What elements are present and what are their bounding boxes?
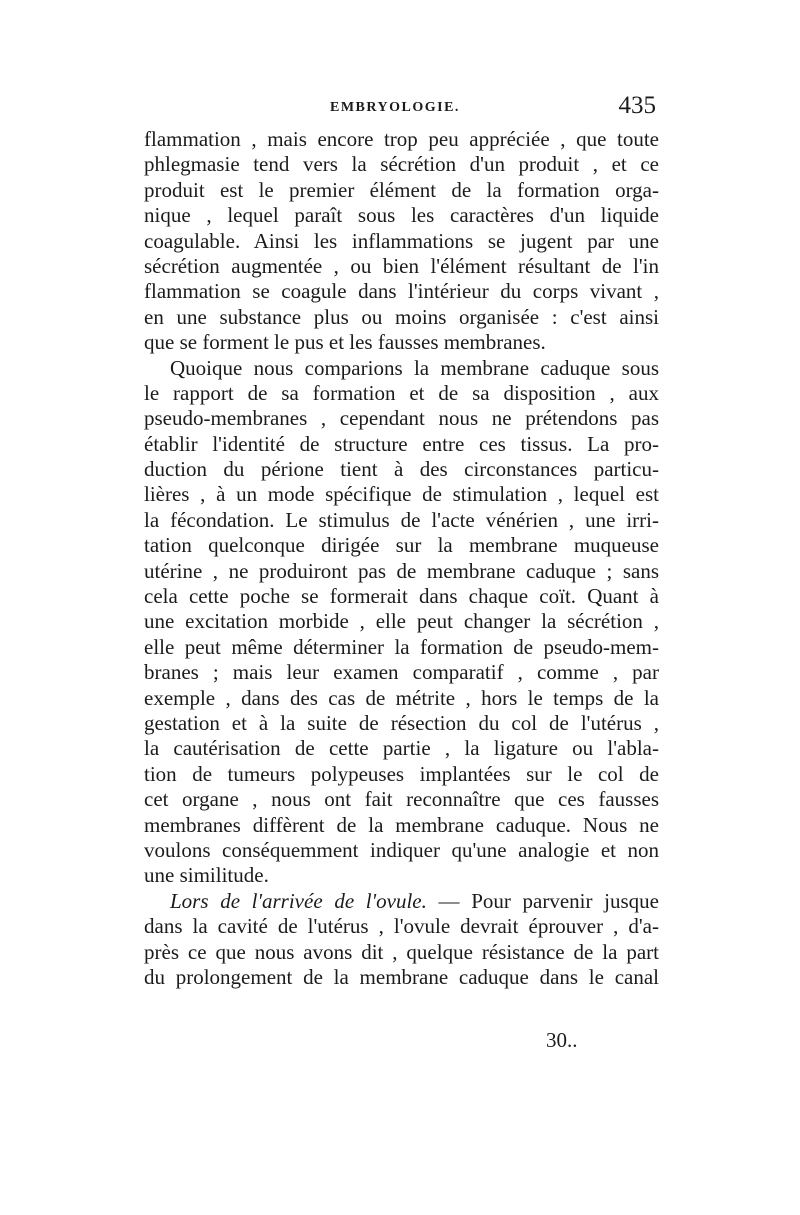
body-text (144, 127, 659, 990)
text-line: Quoique nous comparions la membrane caduque sous (170, 355, 659, 380)
text-line: duction du périone tient à des circonstances particu- (144, 457, 659, 482)
running-title: EMBRYOLOGIE. (330, 100, 460, 115)
text-line: gestation et à la suite de résection du col de l'utérus , (144, 710, 659, 735)
text-line: nique , lequel paraît sous les caractères d'un liquide (144, 203, 659, 228)
text-line: du prolongement de la membrane caduque dans le canal (144, 964, 659, 989)
text-line: pseudo-membranes , cependant nous ne prétendons pas (144, 406, 659, 431)
section-lead-line (144, 889, 659, 914)
text-line: branes ; mais leur examen comparatif , comme , par (144, 660, 659, 685)
text-line: une excitation morbide , elle peut changer la sécrétion , (144, 609, 659, 634)
section-lead-rest: — Pour parvenir jusque (438, 888, 659, 913)
text-line: la fécondation. Le stimulus de l'acte vénérien , une irri- (144, 507, 659, 532)
text-line: cet organe , nous ont fait reconnaître que ces fausses (144, 787, 659, 812)
text-line: que se forment le pus et les fausses membranes. (144, 330, 546, 355)
text-line: produit est le premier élément de la formation orga- (144, 177, 659, 202)
text-line: flammation , mais encore trop peu appréciée , que toute (144, 127, 659, 151)
text-line: coagulable. Ainsi les inflammations se jugent par une (144, 228, 659, 253)
section-lead-italic: Lors de l'arrivée de l'ovule. (170, 888, 427, 913)
text-line: flammation se coagule dans l'intérieur du corps vivant , (144, 279, 659, 304)
text-line: lières , à un mode spécifique de stimulation , lequel est (144, 482, 659, 507)
text-line: une similitude. (144, 863, 269, 888)
text-line: tation quelconque dirigée sur la membrane muqueuse (144, 533, 659, 558)
page-number: 435 (618, 92, 656, 119)
text-line: tion de tumeurs polypeuses implantées sur le col de (144, 761, 659, 786)
text-line: utérine , ne produiront pas de membrane caduque ; sans (144, 558, 659, 583)
text-line: phlegmasie tend vers la sécrétion d'un produit , et ce (144, 152, 659, 177)
text-line: cela cette poche se formerait dans chaque coït. Quant à (144, 584, 659, 609)
text-line: voulons conséquemment indiquer qu'une analogie et non (144, 837, 659, 862)
page-header (140, 92, 660, 128)
text-line: établir l'identité de structure entre ces tissus. La pro- (144, 431, 659, 456)
text-line: en une substance plus ou moins organisée : c'est ainsi (144, 304, 659, 329)
text-line: près ce que nous avons dit , quelque résistance de la part (144, 939, 659, 964)
text-line: dans la cavité de l'utérus , l'ovule devrait éprouver , d'a- (144, 914, 659, 939)
text-line: exemple , dans des cas de métrite , hors le temps de la (144, 685, 659, 710)
text-line: membranes diffèrent de la membrane caduque. Nous ne (144, 812, 659, 837)
text-line: sécrétion augmentée , ou bien l'élément résultant de l'in (144, 253, 659, 278)
text-line: la cautérisation de cette partie , la ligature ou l'abla- (144, 736, 659, 761)
text-line: elle peut même déterminer la formation de pseudo-mem- (144, 634, 659, 659)
signature-mark: 30.. (546, 1028, 578, 1052)
text-line: le rapport de sa formation et de sa disposition , aux (144, 380, 659, 405)
